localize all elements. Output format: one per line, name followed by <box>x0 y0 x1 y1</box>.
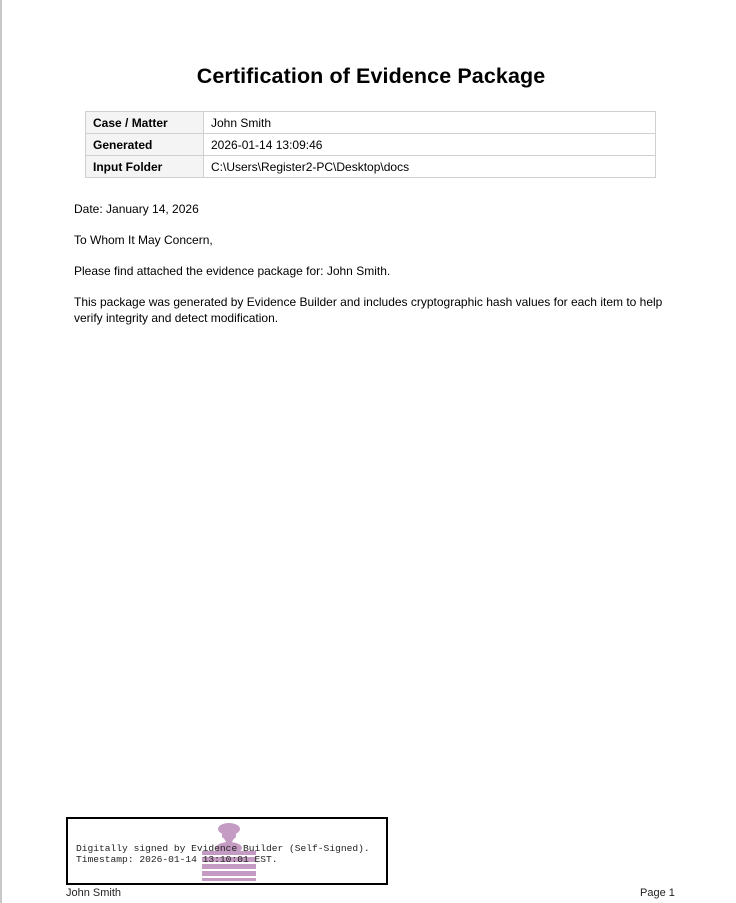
case-metadata-table <box>85 111 656 178</box>
signature-line-1: Digitally signed by Evidence Builder (Self-Signed). <box>76 843 370 854</box>
generated-value: 2026-01-14 13:09:46 <box>204 134 656 156</box>
table-row <box>86 156 656 178</box>
case-matter-label: Case / Matter <box>86 112 204 134</box>
page-edge <box>0 0 2 903</box>
document-title: Certification of Evidence Package <box>196 64 546 88</box>
paragraph-intro: Please find attached the evidence package for: John Smith. <box>74 264 391 278</box>
footer-case-name: John Smith <box>66 887 122 899</box>
signature-text <box>76 844 370 865</box>
generated-label: Generated <box>86 134 204 156</box>
case-matter-value: John Smith <box>204 112 656 134</box>
signature-timestamp: Timestamp: 2026-01-14 13:10:01 EST. <box>76 853 278 865</box>
input-folder-label: Input Folder <box>86 156 204 178</box>
salutation: To Whom It May Concern, <box>74 233 213 247</box>
paragraph-hash-info: This package was generated by Evidence Builder and includes cryptographic hash values for each item to help verify integrity and detect modification. <box>74 295 663 325</box>
table-row <box>86 134 656 156</box>
footer-page-number: Page 1 <box>640 887 675 899</box>
digital-signature-box <box>66 817 388 885</box>
date-line: Date: January 14, 2026 <box>74 202 199 216</box>
input-folder-value: C:\Users\Register2-PC\Desktop\docs <box>204 156 656 178</box>
table-row <box>86 112 656 134</box>
